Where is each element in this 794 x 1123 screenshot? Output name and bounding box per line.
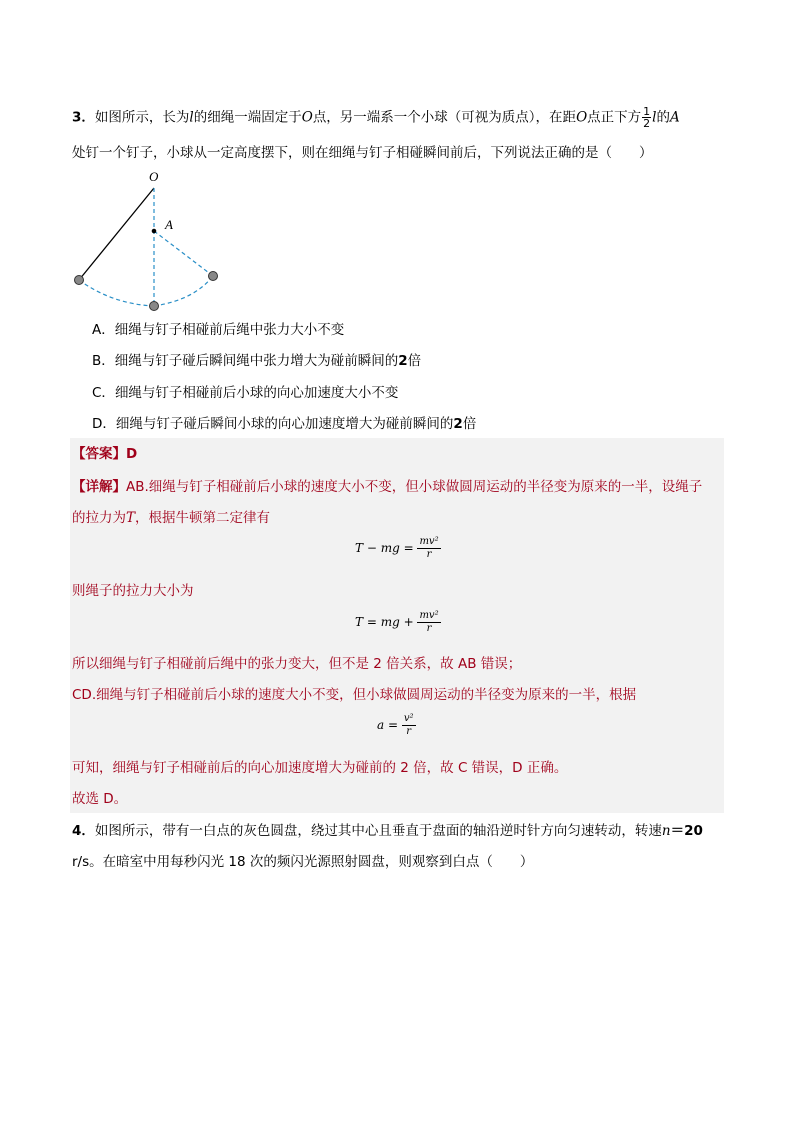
equation-1: T − mg = $\frac{\text{mv²}}{r}$ — [355, 536, 439, 560]
fraction-half: $\frac{1}{2}$ — [643, 105, 651, 130]
answer-line: 【答案】D — [72, 446, 138, 462]
label-O: O — [149, 169, 159, 184]
detail-line-6: 可知，细绳与钉子相碰前后的向心加速度增大为碰前的 2 倍，故 C 错误，D 正确。 — [72, 760, 568, 776]
detail-line-5: CD.细绳与钉子相碰前后小球的速度大小不变，但小球做圆周运动的半径变为原来的一半，根据 — [72, 687, 637, 703]
q3-line-2: 处钉一个钉子，小球从一定高度摆下，则在细绳与钉子相碰瞬间前后，下列说法正确的是（ ） — [72, 145, 653, 161]
option-a[interactable]: A．细绳与钉子相碰前后绳中张力大小不变 — [92, 322, 345, 338]
option-c[interactable]: C．细绳与钉子相碰前后小球的向心加速度大小不变 — [92, 385, 399, 401]
detail-line-7: 故选 D。 — [72, 791, 128, 807]
detail-line-3: 则绳子的拉力大小为 — [72, 583, 194, 599]
detail-line-4: 所以细绳与钉子相碰前后绳中的张力变大，但不是 2 倍关系，故 AB 错误； — [72, 656, 522, 672]
detail-line-2: 的拉力为T，根据牛顿第二定律有 — [72, 510, 271, 526]
label-A: A — [165, 217, 173, 232]
arc-left-dashed — [79, 280, 154, 306]
string-solid — [79, 188, 154, 280]
ball-bottom — [150, 302, 159, 311]
equation-2: T = mg + $\frac{\text{mv²}}{r}$ — [355, 610, 439, 634]
short-string-dashed — [154, 231, 213, 276]
q3-line-1: 3．如图所示，长为l的细绳一端固定于O点，另一端系一个小球（可视为质点），在距O点正下方 $\frac{1}{2}$ l的A — [72, 105, 680, 130]
equation-3: a = $\frac{\text{v²}}{r}$ — [377, 713, 414, 737]
nail-dot — [152, 229, 157, 234]
ball-left — [75, 276, 84, 285]
ball-right — [209, 272, 218, 281]
option-d[interactable]: D．细绳与钉子碰后瞬间小球的向心加速度增大为碰前瞬间的2倍 — [92, 416, 477, 432]
detail-line-1: 【详解】AB.细绳与钉子相碰前后小球的速度大小不变，但小球做圆周运动的半径变为原来的一半，设绳子 — [72, 479, 703, 495]
q4-line-2: r/s。在暗室中用每秒闪光 18 次的频闪光源照射圆盘，则观察到白点（ ） — [72, 854, 534, 870]
option-b[interactable]: B．细绳与钉子碰后瞬间绳中张力增大为碰前瞬间的2倍 — [92, 353, 422, 369]
pendulum-figure — [60, 164, 240, 319]
q4-line-1: 4．如图所示，带有一白点的灰色圆盘，绕过其中心且垂直于盘面的轴沿逆时针方向匀速转动，转速n＝20 — [72, 823, 703, 839]
q3-number: 3． — [72, 109, 95, 126]
arc-right-dashed — [154, 276, 213, 306]
q4-number: 4． — [72, 823, 95, 839]
